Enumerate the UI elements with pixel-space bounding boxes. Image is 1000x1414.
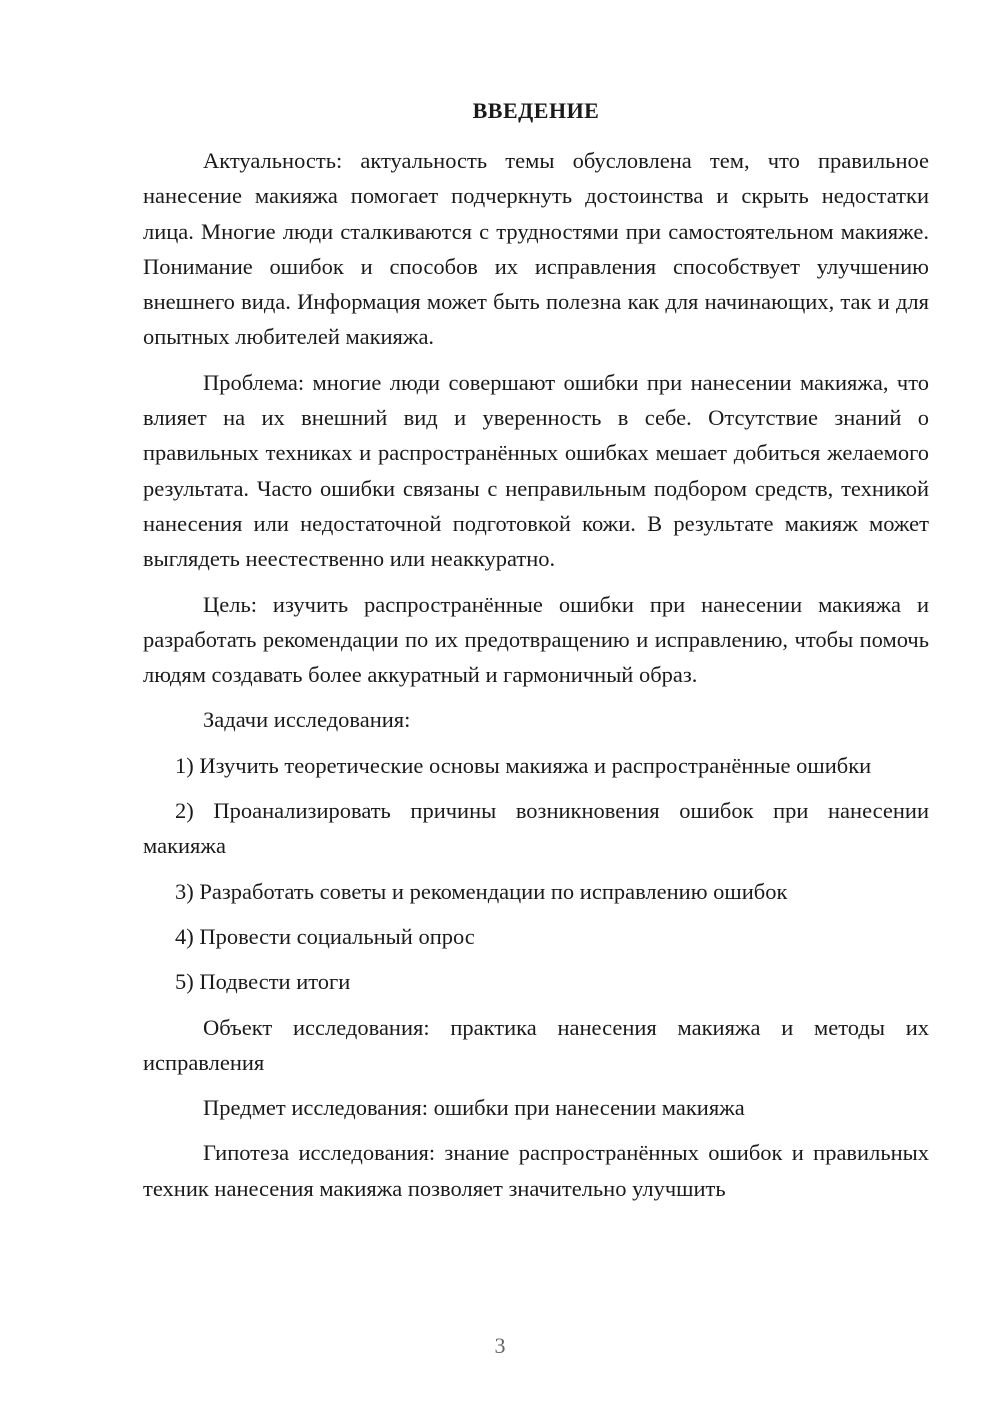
section-title: ВВЕДЕНИЕ bbox=[472, 98, 600, 123]
paragraph-hypothesis: Гипотеза исследования: знание распространённых ошибок и правильных техник нанесения макияжа позволяет значительно улучшить bbox=[143, 1140, 929, 1201]
body-text bbox=[143, 143, 929, 1216]
page-number: 3 bbox=[494, 1333, 506, 1358]
task-item-1: 1) Изучить теоретические основы макияжа и распространённые ошибки bbox=[175, 752, 872, 778]
paragraph-relevance: Актуальность: актуальность темы обусловлена тем, что правильное нанесение макияжа помогает подчеркнуть достоинства и скрыть недостатки лица. Многие люди сталкиваются с трудностями при самостоятельном макияже. Понимание ошибок и способов их исправления способствует улучшению внешнего вида. Информация может быть полезна как для начинающих, так и для опытных любителей макияжа. bbox=[143, 148, 929, 350]
paragraph-tasks-heading: Задачи исследования: bbox=[203, 707, 411, 733]
task-item-5: 5) Подвести итоги bbox=[175, 969, 351, 995]
paragraph-problem: Проблема: многие люди совершают ошибки при нанесении макияжа, что влияет на их внешний вид и уверенность в себе. Отсутствие знаний о правильных техниках и распространённых ошибках мешает добиться желаемого результата. Часто ошибки связаны с неправильным подбором средств, техникой нанесения или недостаточной подготовкой кожи. В результате макияж может выглядеть неестественно или неаккуратно. bbox=[143, 369, 929, 572]
task-item-4: 4) Провести социальный опрос bbox=[175, 923, 475, 949]
task-item-2: 2) Проанализировать причины возникновения ошибок при нанесении макияжа bbox=[143, 798, 929, 859]
paragraph-object: Объект исследования: практика нанесения макияжа и методы их исправления bbox=[143, 1014, 929, 1075]
paragraph-goal: Цель: изучить распространённые ошибки при нанесении макияжа и разработать рекомендации по их предотвращению и исправлению, чтобы помочь людям создавать более аккуратный и гармоничный образ. bbox=[143, 591, 929, 688]
task-item-3: 3) Разработать советы и рекомендации по исправлению ошибок bbox=[175, 878, 788, 904]
paragraph-subject: Предмет исследования: ошибки при нанесении макияжа bbox=[203, 1095, 745, 1121]
